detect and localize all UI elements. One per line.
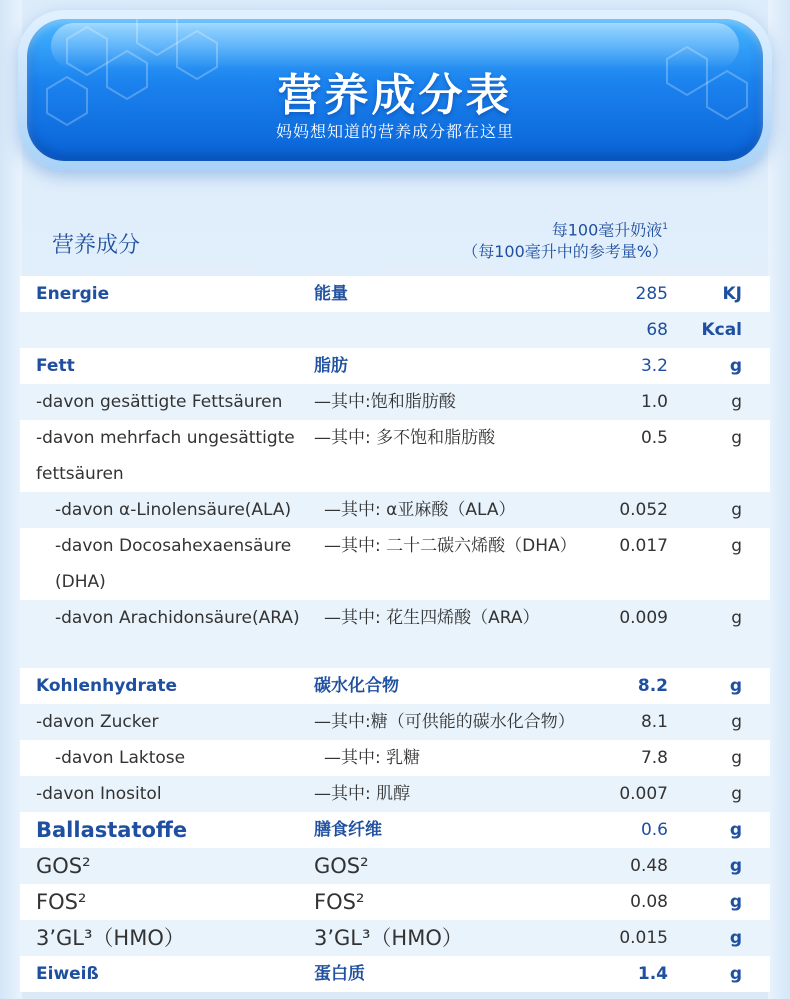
table-row-gos — [20, 848, 770, 884]
row-unit: g — [731, 500, 742, 520]
row-label-cn: —其中: α亚麻酸（ALA） — [324, 500, 516, 520]
row-unit: KJ — [722, 284, 742, 304]
table-row-protein — [20, 956, 770, 992]
table-row-polyunsaturated-fat — [20, 420, 770, 492]
nutrition-table — [20, 276, 770, 992]
row-label-cn: 蛋白质 — [314, 964, 365, 984]
row-unit: g — [731, 608, 742, 628]
row-value: 0.017 — [619, 536, 668, 556]
row-label-cn: 脂肪 — [314, 356, 348, 376]
row-label-de: GOS² — [36, 854, 91, 878]
row-label-cn: FOS² — [314, 890, 365, 914]
row-label-de: FOS² — [36, 890, 87, 914]
row-label-cn: 3’GL³（HMO） — [314, 926, 463, 950]
row-label-cn: 膳食纤维 — [314, 820, 382, 840]
row-value: 0.6 — [640, 820, 668, 840]
row-unit: g — [729, 820, 742, 840]
row-unit: g — [729, 676, 742, 696]
row-value: 0.015 — [619, 928, 668, 948]
row-label-cn: 碳水化合物 — [314, 676, 399, 696]
table-row-lactose — [20, 740, 770, 776]
row-label-de: Energie — [36, 284, 110, 304]
row-label-cn: —其中: 乳糖 — [324, 748, 421, 768]
row-label-cn: GOS² — [314, 854, 369, 878]
row-value: 8.1 — [640, 712, 668, 732]
row-value: 1.4 — [637, 964, 668, 984]
row-value: 0.009 — [619, 608, 668, 628]
left-edge-shade — [0, 0, 22, 999]
row-value: 0.5 — [640, 428, 668, 448]
row-value: 0.48 — [630, 856, 668, 876]
row-unit: g — [729, 856, 742, 876]
row-label-de: -davon α-Linolensäure(ALA) — [55, 500, 292, 520]
row-label-cn: —其中: 多不饱和脂肪酸 — [314, 428, 496, 448]
row-value: 1.0 — [640, 392, 668, 412]
row-unit: g — [729, 964, 742, 984]
table-row-saturated-fat — [20, 384, 770, 420]
row-label-de: -davon Docosahexaensäure (DHA) — [55, 536, 292, 592]
table-row-energy-kcal — [20, 312, 770, 348]
row-unit: g — [729, 928, 742, 948]
table-row-dha — [20, 528, 770, 600]
row-value: 68 — [646, 320, 668, 340]
table-row-dietary-fiber — [20, 812, 770, 848]
row-value: 0.08 — [630, 892, 668, 912]
row-value: 8.2 — [637, 676, 668, 696]
row-label-cn: —其中: 二十二碳六烯酸（DHA） — [324, 536, 577, 556]
row-label-de: -davon Inositol — [36, 784, 162, 804]
table-row-ara — [20, 600, 770, 668]
row-unit: g — [731, 748, 742, 768]
header-per-line1: 每100毫升奶液 — [551, 220, 663, 240]
header-per-line2: （每100毫升中的参考量%） — [462, 242, 668, 262]
row-label-de: Kohlenhydrate — [36, 676, 177, 696]
table-row-fos — [20, 884, 770, 920]
row-label-de: -davon Arachidonsäure(ARA) — [55, 608, 300, 628]
row-label-de: Fett — [36, 356, 75, 376]
table-row-sugar — [20, 704, 770, 740]
table-row-carbohydrates — [20, 668, 770, 704]
row-label-de: 3’GL³（HMO） — [36, 926, 185, 950]
page-subtitle: 妈妈想知道的营养成分都在这里 — [275, 122, 514, 141]
row-value: 0.052 — [619, 500, 668, 520]
row-value: 7.8 — [640, 748, 668, 768]
row-value: 3.2 — [640, 356, 668, 376]
row-unit: g — [731, 392, 742, 412]
row-label-cn: —其中: 花生四烯酸（ARA） — [324, 608, 540, 628]
table-row-inositol — [20, 776, 770, 812]
row-label-de: -davon Zucker — [36, 712, 159, 732]
row-unit: g — [731, 428, 742, 448]
row-label-de: -davon gesättigte Fettsäuren — [36, 392, 283, 412]
footnote-marker: 1 — [662, 222, 668, 232]
row-unit: g — [729, 892, 742, 912]
row-label-de: -davon Laktose — [55, 748, 186, 768]
table-row-3gl-hmo — [20, 920, 770, 956]
row-unit: g — [731, 712, 742, 732]
right-edge-shade — [768, 0, 790, 999]
table-row-ala — [20, 492, 770, 528]
row-label-cn: —其中: 肌醇 — [314, 784, 411, 804]
row-label-cn: —其中:糖（可供能的碳水化合物） — [314, 712, 575, 732]
table-row-fat — [20, 348, 770, 384]
row-value: 285 — [635, 284, 668, 304]
row-unit: g — [731, 784, 742, 804]
header-per-100ml — [462, 216, 668, 263]
title-banner — [18, 10, 772, 170]
row-label-de: -davon mehrfach ungesättigte fettsäuren — [36, 428, 295, 484]
row-label-de: Ballastatoffe — [36, 818, 188, 842]
row-label-de: Eiweiß — [36, 964, 99, 984]
table-header — [20, 196, 770, 276]
row-unit: g — [731, 536, 742, 556]
header-nutrient-label: 营养成分 — [52, 233, 141, 258]
row-unit: g — [729, 356, 742, 376]
row-unit: Kcal — [701, 320, 742, 340]
table-row-energy-kj — [20, 276, 770, 312]
row-label-cn: —其中:饱和脂肪酸 — [314, 392, 456, 412]
row-label-cn: 能量 — [314, 284, 348, 304]
page-title: 营养成分表 — [277, 70, 513, 121]
row-value: 0.007 — [619, 784, 668, 804]
title-banner-panel — [27, 19, 763, 161]
